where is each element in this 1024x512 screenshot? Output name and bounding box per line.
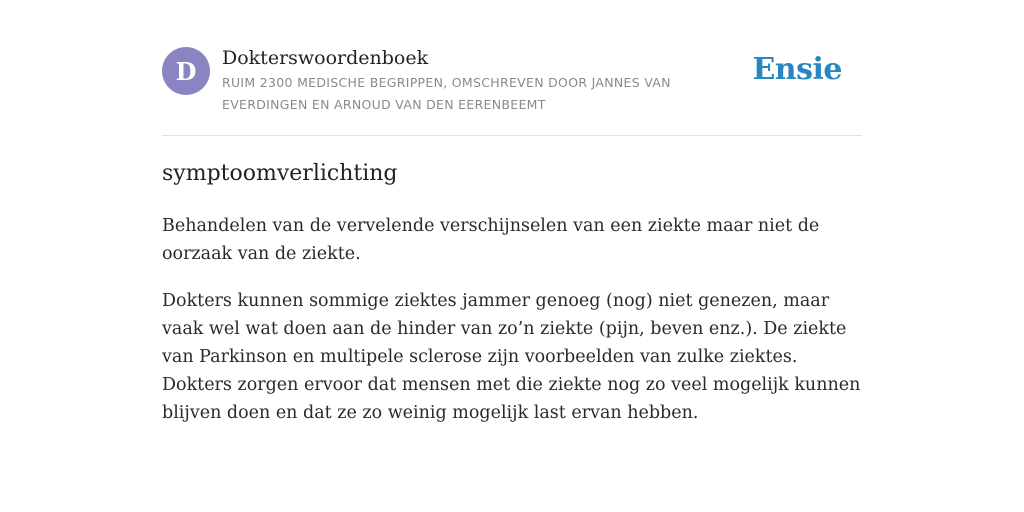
source-header xyxy=(162,44,862,136)
source-name-link[interactable]: Dokterswoordenboek xyxy=(222,47,429,69)
source-description: RUIM 2300 MEDISCHE BEGRIPPEN, OMSCHREVEN DOOR JANNES VAN EVERDINGEN EN ARNOUD VAN DEN EERENBEEMT xyxy=(222,75,671,112)
source-avatar: D xyxy=(162,47,210,95)
entry-definition xyxy=(162,212,862,446)
definition-paragraph-1: Behandelen van de vervelende verschijnselen van een ziekte maar niet de oorzaak van de ziekte. xyxy=(162,216,820,264)
ensie-logo-link[interactable]: Ensie xyxy=(752,52,842,87)
entry-term-title: symptoomverlichting xyxy=(162,161,398,186)
definition-paragraph-2: Dokters kunnen sommige ziektes jammer genoeg (nog) niet genezen, maar vaak wel wat doen aan de hinder van zo’n ziekte (pijn, beven enz.). De ziekte van Parkinson en multipele sclerose zijn voorbeelden van zulke ziektes. Dokters zorgen ervoor dat mensen met die ziekte nog zo veel mogelijk kunnen blijven doen en dat ze zo weinig mogelijk last ervan hebben. xyxy=(162,291,861,423)
